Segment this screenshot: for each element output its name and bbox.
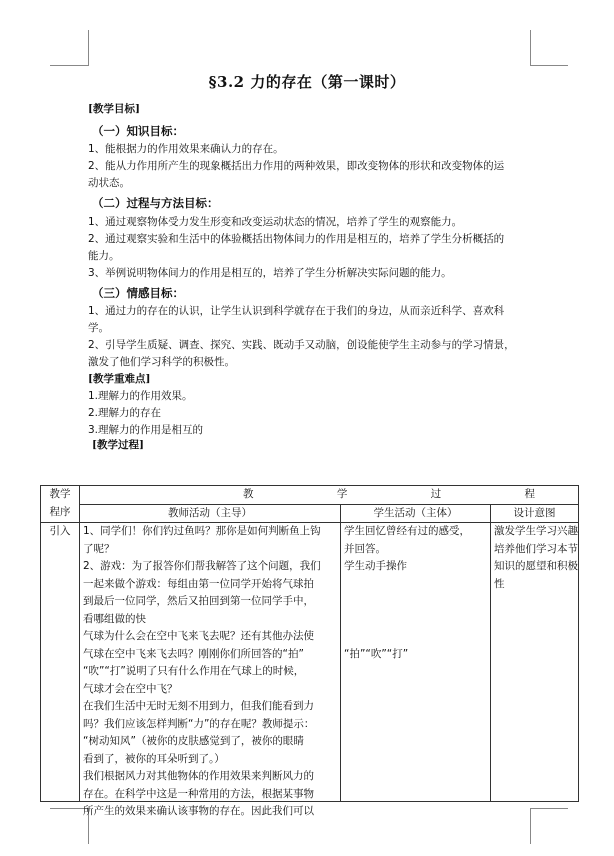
teacher-line: “树动知风”（被你的皮肤感觉到了，被你的眼睛 bbox=[83, 735, 304, 747]
emotion-line: 1、通过力的存在的认识，让学生认识到科学就存在于我们的身边，从而亲近科学、喜欢科 bbox=[88, 305, 505, 317]
crop-mark bbox=[530, 65, 568, 66]
student-line bbox=[344, 576, 487, 594]
teacher-line: 存在。在科学中这是一种常用的方法，根据某事物 bbox=[83, 787, 314, 800]
student-line: 学生动手操作 bbox=[344, 560, 407, 572]
table-subheader-row bbox=[41, 504, 579, 523]
knowledge-line: 动状态。 bbox=[88, 177, 130, 189]
teacher-line: 2、游戏：为了报答你们帮我解答了这个问题，我们 bbox=[83, 560, 321, 572]
design-line: 性 bbox=[494, 577, 505, 590]
stage-column-head bbox=[41, 486, 80, 523]
crop-mark bbox=[530, 808, 531, 844]
table-row bbox=[41, 523, 579, 802]
design-line: 激发学生学习兴趣 bbox=[494, 525, 578, 537]
emotion-line: 学。 bbox=[88, 322, 109, 334]
crop-mark bbox=[530, 808, 568, 809]
emotion-heading: （三）情感目标： bbox=[92, 286, 184, 300]
teacher-line: 看到了，被你的耳朵听到了。） bbox=[83, 752, 225, 765]
goals-heading: [教学目标] bbox=[88, 103, 140, 115]
teacher-line: 1、同学们！你们钓过鱼吗？那你是如何判断鱼上钩 bbox=[83, 525, 321, 537]
student-line bbox=[344, 593, 487, 611]
teacher-line: “吹”“打”说明了只有什么作用在气球上的时候， bbox=[83, 665, 305, 677]
student-activity-cell bbox=[341, 523, 491, 802]
key-point-line: 2.理解力的存在 bbox=[88, 407, 162, 419]
crop-mark bbox=[88, 30, 89, 66]
process-char: 学 bbox=[336, 488, 348, 500]
emotion-line: 激发了他们学习科学的积极性。 bbox=[88, 356, 235, 368]
process-method-line: 2、通过观察实验和生活中的体验概括出物体间力的作用是相互的，培养了学生分析概括的 bbox=[88, 233, 505, 245]
design-line: 培养他们学习本节 bbox=[494, 542, 578, 555]
teacher-line: 到最后一位同学，然后又拍回到第一位同学手中， bbox=[83, 595, 314, 607]
process-method-line: 3、举例说明物体间力的作用是相互的，培养了学生分析解决实际问题的能力。 bbox=[88, 267, 452, 279]
student-line: 并回答。 bbox=[344, 542, 386, 555]
student-line bbox=[344, 628, 487, 646]
process-method-line: 1、通过观察物体受力发生形变和改变运动状态的情况，培养了学生的观察能力。 bbox=[88, 216, 463, 228]
process-char: 过 bbox=[430, 488, 442, 500]
teacher-line: 所产生的效果来确认该事物的存在。因此我们可以 bbox=[83, 805, 314, 817]
table-header-row bbox=[41, 486, 579, 505]
student-line: 学生回忆曾经有过的感受， bbox=[344, 525, 470, 537]
process-char: 教 bbox=[243, 488, 254, 500]
crop-mark bbox=[50, 65, 88, 66]
crop-mark bbox=[530, 30, 531, 66]
student-line bbox=[344, 611, 487, 629]
design-intent-head: 设计意图 bbox=[491, 504, 579, 523]
teacher-line: 气球在空中飞来飞去吗？刚刚你们所回答的“拍” bbox=[83, 647, 304, 660]
student-line: “拍”“吹”“打” bbox=[344, 647, 409, 660]
student-activity-head: 学生活动（主体） bbox=[341, 504, 491, 523]
stage-head-line: 教学 bbox=[49, 488, 71, 500]
lesson-table bbox=[40, 485, 579, 817]
stage-head-line: 程序 bbox=[49, 505, 71, 518]
process-method-line: 能力。 bbox=[88, 250, 120, 262]
teacher-line: 我们根据风力对其他物体的作用效果来判断风力的 bbox=[83, 770, 314, 782]
page-title: §3.2 力的存在（第一课时） bbox=[208, 73, 406, 91]
process-char: 程 bbox=[524, 488, 535, 500]
teacher-line: 了呢？ bbox=[83, 542, 115, 555]
emotion-line: 2、引导学生质疑、调查、探究、实践、既动手又动脑，创设能使学生主动参与的学习情景， bbox=[88, 339, 515, 351]
teacher-line: 一起来做个游戏：每组由第一位同学开始将气球拍 bbox=[83, 577, 314, 590]
teacher-activity-cell bbox=[80, 523, 341, 817]
knowledge-heading: （一）知识目标： bbox=[92, 124, 184, 138]
key-point-line: 1.理解力的作用效果。 bbox=[88, 390, 193, 402]
teacher-line: 在我们生活中无时无刻不用到力，但我们能看到力 bbox=[83, 700, 314, 712]
process-method-heading: （二）过程与方法目标： bbox=[92, 196, 219, 210]
knowledge-line: 2、能从力作用所产生的现象概括出力作用的两种效果，即改变物体的形状和改变物体的运 bbox=[88, 160, 505, 172]
teacher-line: 看哪组做的快 bbox=[83, 612, 146, 625]
teacher-activity-head: 教师活动（主导） bbox=[80, 504, 341, 523]
teacher-line: 吗？我们应该怎样判断“力”的存在呢？教师提示： bbox=[83, 717, 315, 730]
process-title-cell bbox=[80, 486, 579, 505]
teacher-line: 气球为什么会在空中飞来飞去呢？还有其他办法使 bbox=[83, 630, 314, 642]
teacher-line: 气球才会在空中飞？ bbox=[83, 682, 178, 695]
design-line: 知识的愿望和积极 bbox=[494, 560, 578, 572]
knowledge-line: 1、能根据力的作用效果来确认力的存在。 bbox=[88, 143, 284, 155]
design-intent-cell bbox=[491, 523, 579, 802]
key-points-heading: [教学重难点] bbox=[88, 373, 151, 385]
stage-cell: 引入 bbox=[41, 523, 80, 802]
process-heading: [教学过程] bbox=[92, 439, 144, 451]
key-point-line: 3.理解力的作用是相互的 bbox=[88, 424, 204, 436]
